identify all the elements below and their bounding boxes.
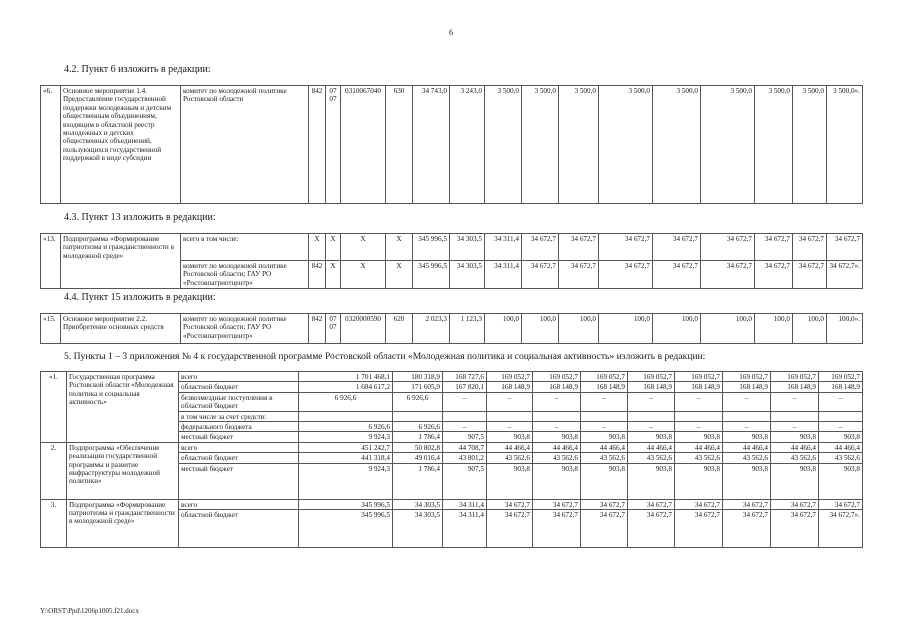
cell: – bbox=[628, 392, 675, 411]
cell: 43 562,6 bbox=[581, 453, 628, 463]
cell: – bbox=[628, 422, 675, 432]
cell: 169 052,7 bbox=[581, 372, 628, 382]
cell: 34 311,4 bbox=[485, 260, 522, 288]
cell: «13. bbox=[41, 234, 61, 261]
cell: X bbox=[341, 234, 386, 261]
cell: 903,8 bbox=[533, 463, 581, 499]
cell: 34 672,7 bbox=[522, 260, 559, 288]
cell: в том числе за счет средств: bbox=[179, 411, 299, 421]
table-row bbox=[41, 372, 863, 382]
cell: 43 562,6 bbox=[771, 453, 819, 463]
cell: 100,0 bbox=[522, 314, 559, 344]
cell: 169 052,7 bbox=[487, 372, 533, 382]
cell: областной бюджет bbox=[179, 453, 299, 463]
cell: 34 672,7 bbox=[675, 510, 723, 548]
cell bbox=[393, 411, 443, 421]
cell bbox=[443, 411, 487, 421]
cell: 34 672,7 bbox=[827, 234, 863, 261]
cell: 6 926,6 bbox=[299, 392, 393, 411]
cell: 34 672,7 bbox=[653, 234, 701, 261]
cell: 43 562,6 bbox=[723, 453, 771, 463]
cell: Основное мероприятие 1.4. Предоставление государственной поддержки молодежным и детским общественным объединениям, входящим в областной реестр молодежных и детских общественных объединений, пользующихся государственной поддержкой в виде субсидии bbox=[61, 86, 181, 204]
cell: 0707 bbox=[326, 86, 341, 204]
cell bbox=[628, 411, 675, 421]
cell: 34 672,7 bbox=[599, 260, 653, 288]
cell: комитет по молодежной политике Ростовской области; ГАУ РО «Ростовпатриотцентр» bbox=[181, 314, 309, 344]
cell: комитет по молодежной политике Ростовской области bbox=[181, 86, 309, 204]
cell: «1. bbox=[41, 372, 67, 382]
cell bbox=[675, 411, 723, 421]
table-row bbox=[41, 86, 863, 204]
cell: 100,0 bbox=[485, 314, 522, 344]
cell: 9 924,3 bbox=[299, 432, 393, 442]
cell: 34 672,7 bbox=[533, 510, 581, 548]
table-item-15 bbox=[40, 313, 863, 344]
cell: 168 148,9 bbox=[723, 382, 771, 392]
cell: 345 996,5 bbox=[413, 234, 450, 261]
cell: Основное мероприятие 2.2. Приобретение основных средств bbox=[61, 314, 181, 344]
cell: 34 672,7 bbox=[793, 260, 827, 288]
cell: 44 466,4 bbox=[819, 442, 863, 452]
cell: 903,8 bbox=[581, 463, 628, 499]
cell: 3 500,0 bbox=[559, 86, 599, 204]
cell: 168 727,6 bbox=[443, 372, 487, 382]
cell: 451 242,7 bbox=[299, 442, 393, 452]
cell: 34 672,7 bbox=[559, 234, 599, 261]
cell: 168 148,9 bbox=[581, 382, 628, 392]
table-item-6 bbox=[40, 85, 863, 204]
cell: 169 052,7 bbox=[771, 372, 819, 382]
cell: 903,8 bbox=[723, 463, 771, 499]
cell: местный бюджет bbox=[179, 463, 299, 499]
table-row bbox=[41, 234, 863, 261]
cell: 49 016,4 bbox=[393, 453, 443, 463]
cell: 44 466,4 bbox=[533, 442, 581, 452]
cell: – bbox=[675, 392, 723, 411]
cell: 3 500,0 bbox=[599, 86, 653, 204]
cell: 9 924,3 bbox=[299, 463, 393, 499]
cell: 44 708,7 bbox=[443, 442, 487, 452]
cell: 34 672,7 bbox=[755, 234, 793, 261]
cell: 441 318,4 bbox=[299, 453, 393, 463]
cell: 1 786,4 bbox=[393, 432, 443, 442]
cell: 167 820,1 bbox=[443, 382, 487, 392]
cell: 43 562,6 bbox=[628, 453, 675, 463]
cell: – bbox=[443, 392, 487, 411]
cell bbox=[771, 411, 819, 421]
cell: 34 672,7 bbox=[581, 510, 628, 548]
cell: 1 684 617,2 bbox=[299, 382, 393, 392]
cell: 100,0 bbox=[653, 314, 701, 344]
cell bbox=[61, 260, 181, 288]
cell: 903,8 bbox=[675, 463, 723, 499]
cell: «6. bbox=[41, 86, 61, 204]
cell: 44 466,4 bbox=[771, 442, 819, 452]
cell bbox=[723, 411, 771, 421]
cell: 34 303,5 bbox=[393, 499, 443, 509]
cell: 345 996,5 bbox=[299, 510, 393, 548]
cell: 43 562,6 bbox=[533, 453, 581, 463]
cell: 34 672,7 bbox=[628, 510, 675, 548]
cell: 34 303,5 bbox=[450, 260, 485, 288]
cell: 842 bbox=[309, 260, 326, 288]
cell: 0320000590 bbox=[341, 314, 386, 344]
cell: 43 562,6 bbox=[487, 453, 533, 463]
cell: 3 500,0 bbox=[701, 86, 755, 204]
cell bbox=[487, 411, 533, 421]
cell: 34 672,7 bbox=[522, 234, 559, 261]
cell: 2. bbox=[41, 442, 67, 499]
cell: 168 148,9 bbox=[819, 382, 863, 392]
heading-4-4: 4.4. Пункт 15 изложить в редакции: bbox=[64, 292, 216, 303]
cell: 6 926,6 bbox=[393, 392, 443, 411]
cell: X bbox=[386, 234, 413, 261]
cell: – bbox=[487, 392, 533, 411]
cell: 168 148,9 bbox=[675, 382, 723, 392]
cell: 34 672,7 bbox=[559, 260, 599, 288]
cell bbox=[41, 422, 67, 432]
cell: 34 672,7 bbox=[675, 499, 723, 509]
cell: 34 672,7 bbox=[487, 499, 533, 509]
cell: безвозмездные поступления в областной бюджет bbox=[179, 392, 299, 411]
cell: 907,5 bbox=[443, 463, 487, 499]
cell: 34 672,7 bbox=[599, 234, 653, 261]
cell: 34 672,7 bbox=[581, 499, 628, 509]
cell: всего bbox=[179, 499, 299, 509]
cell: – bbox=[771, 422, 819, 432]
cell: – bbox=[771, 392, 819, 411]
cell: 100,0 bbox=[755, 314, 793, 344]
cell: местный бюджет bbox=[179, 432, 299, 442]
cell: 903,8 bbox=[533, 432, 581, 442]
cell: 3. bbox=[41, 499, 67, 547]
cell bbox=[819, 411, 863, 421]
cell: областной бюджет bbox=[179, 382, 299, 392]
cell: Подпрограмма «Формирование патриотизма и гражданственности в молодежной среде» bbox=[61, 234, 181, 261]
cell: 3 500,0 bbox=[755, 86, 793, 204]
cell: 34 672,7». bbox=[819, 510, 863, 548]
cell: 44 466,4 bbox=[628, 442, 675, 452]
cell: 100,0 bbox=[701, 314, 755, 344]
cell: X bbox=[386, 260, 413, 288]
cell: 168 148,9 bbox=[628, 382, 675, 392]
cell: 34 672,7 bbox=[755, 260, 793, 288]
cell bbox=[581, 411, 628, 421]
cell: 6 926,6 bbox=[393, 422, 443, 432]
cell bbox=[299, 411, 393, 421]
cell: 34 672,7 bbox=[701, 260, 755, 288]
cell bbox=[533, 411, 581, 421]
cell: 903,8 bbox=[723, 432, 771, 442]
cell: 903,8 bbox=[771, 432, 819, 442]
cell: 34 311,4 bbox=[485, 234, 522, 261]
cell: – bbox=[723, 392, 771, 411]
cell: 171 605,9 bbox=[393, 382, 443, 392]
cell: 903,8 bbox=[487, 463, 533, 499]
cell: Государственная программа Ростовской области «Молодежная политика и социальная активность» bbox=[67, 372, 179, 443]
cell: 100,0 bbox=[793, 314, 827, 344]
cell: 44 466,4 bbox=[675, 442, 723, 452]
cell: федерального бюджета bbox=[179, 422, 299, 432]
cell: – bbox=[723, 422, 771, 432]
table-row bbox=[41, 442, 863, 452]
cell: 903,8 bbox=[487, 432, 533, 442]
cell: 169 052,7 bbox=[533, 372, 581, 382]
cell: 34 672,7 bbox=[723, 499, 771, 509]
cell: 44 466,4 bbox=[487, 442, 533, 452]
cell: 903,8 bbox=[819, 432, 863, 442]
cell: 168 148,9 bbox=[487, 382, 533, 392]
cell: 168 148,9 bbox=[533, 382, 581, 392]
cell: 903,8 bbox=[819, 463, 863, 499]
cell: 34 672,7 bbox=[533, 499, 581, 509]
cell: областной бюджет bbox=[179, 510, 299, 548]
cell: – bbox=[819, 392, 863, 411]
cell: 34 672,7 bbox=[771, 510, 819, 548]
cell: 44 466,4 bbox=[723, 442, 771, 452]
cell: 34 672,7 bbox=[723, 510, 771, 548]
cell: 3 243,0 bbox=[450, 86, 485, 204]
heading-4-3: 4.3. Пункт 13 изложить в редакции: bbox=[64, 212, 216, 223]
cell: 169 052,7 bbox=[723, 372, 771, 382]
cell: – bbox=[487, 422, 533, 432]
cell: Подпрограмма «Обеспечение реализации государственной программы и развитие инфраструктуры молодежной политики» bbox=[67, 442, 179, 499]
cell: 620 bbox=[386, 314, 413, 344]
page-number: 6 bbox=[449, 28, 453, 37]
cell: 34 303,5 bbox=[393, 510, 443, 548]
table-row bbox=[41, 314, 863, 344]
cell: Подпрограмма «Формирование патриотизма и гражданственности в молодежной среде» bbox=[67, 499, 179, 547]
cell: 903,8 bbox=[675, 432, 723, 442]
cell: 34 672,7». bbox=[827, 260, 863, 288]
cell: – bbox=[675, 422, 723, 432]
cell bbox=[41, 382, 67, 392]
cell: 34 303,5 bbox=[450, 234, 485, 261]
cell: 44 466,4 bbox=[581, 442, 628, 452]
cell: – bbox=[581, 422, 628, 432]
cell: 100,0 bbox=[559, 314, 599, 344]
cell: комитет по молодежной политике Ростовской области; ГАУ РО «Ростовпатриотцентр» bbox=[181, 260, 309, 288]
cell: 903,8 bbox=[628, 463, 675, 499]
cell: 34 743,0 bbox=[413, 86, 450, 204]
cell: 34 672,7 bbox=[771, 499, 819, 509]
cell bbox=[41, 392, 67, 411]
cell: – bbox=[819, 422, 863, 432]
cell: всего в том числе: bbox=[181, 234, 309, 261]
cell: 169 052,7 bbox=[628, 372, 675, 382]
cell: X bbox=[309, 234, 326, 261]
cell: 100,0 bbox=[599, 314, 653, 344]
cell: 903,8 bbox=[771, 463, 819, 499]
cell: 345 996,5 bbox=[413, 260, 450, 288]
cell: 842 bbox=[309, 86, 326, 204]
cell: 34 311,4 bbox=[443, 499, 487, 509]
cell: всего bbox=[179, 372, 299, 382]
cell: 345 996,5 bbox=[299, 499, 393, 509]
cell: X bbox=[326, 260, 341, 288]
cell: – bbox=[581, 392, 628, 411]
heading-4-2: 4.2. Пункт 6 изложить в редакции: bbox=[64, 64, 211, 75]
cell: 0707 bbox=[326, 314, 341, 344]
cell: 630 bbox=[386, 86, 413, 204]
table-row bbox=[41, 499, 863, 509]
cell: 2 023,3 bbox=[413, 314, 450, 344]
cell: 34 672,7 bbox=[487, 510, 533, 548]
cell: 100,0». bbox=[827, 314, 863, 344]
cell: 0310067040 bbox=[341, 86, 386, 204]
cell: 34 672,7 bbox=[628, 499, 675, 509]
cell: 3 500,0 bbox=[522, 86, 559, 204]
cell: 43 562,6 bbox=[819, 453, 863, 463]
footer-file-path: Y:\ORST\Ppd\1206p1005.f21.docx bbox=[40, 607, 139, 615]
cell: 903,8 bbox=[581, 432, 628, 442]
cell: – bbox=[443, 422, 487, 432]
cell: 34 672,7 bbox=[701, 234, 755, 261]
cell: 34 672,7 bbox=[793, 234, 827, 261]
cell: 3 500,0 bbox=[653, 86, 701, 204]
cell: всего bbox=[179, 442, 299, 452]
cell: 842 bbox=[309, 314, 326, 344]
table-item-13 bbox=[40, 233, 863, 289]
cell: 169 052,7 bbox=[675, 372, 723, 382]
cell: 180 318,9 bbox=[393, 372, 443, 382]
cell: 34 311,4 bbox=[443, 510, 487, 548]
cell: 6 926,6 bbox=[299, 422, 393, 432]
cell bbox=[41, 260, 61, 288]
cell: 34 672,7 bbox=[653, 260, 701, 288]
cell: 907,5 bbox=[443, 432, 487, 442]
table-appendix-4 bbox=[40, 371, 863, 548]
cell: 43 562,6 bbox=[675, 453, 723, 463]
cell: 50 802,8 bbox=[393, 442, 443, 452]
cell: 168 148,9 bbox=[771, 382, 819, 392]
cell: 903,8 bbox=[628, 432, 675, 442]
cell: 3 500,0 bbox=[485, 86, 522, 204]
table-row bbox=[41, 260, 863, 288]
cell: 1 786,4 bbox=[393, 463, 443, 499]
cell: 34 672,7 bbox=[819, 499, 863, 509]
cell: 43 801,2 bbox=[443, 453, 487, 463]
cell: 1 123,3 bbox=[450, 314, 485, 344]
cell: 3 500,0 bbox=[793, 86, 827, 204]
heading-5: 5. Пункты 1 – 3 приложения № 4 к государственной программе Ростовской области «Молодежная политика и социальная активность» изложить в редакции: bbox=[64, 351, 706, 362]
cell: – bbox=[533, 392, 581, 411]
cell bbox=[41, 411, 67, 421]
cell: «15. bbox=[41, 314, 61, 344]
cell: 3 500,0». bbox=[827, 86, 863, 204]
cell: 1 701 468,1 bbox=[299, 372, 393, 382]
cell: 169 052,7 bbox=[819, 372, 863, 382]
cell: X bbox=[326, 234, 341, 261]
cell: X bbox=[341, 260, 386, 288]
cell bbox=[41, 432, 67, 442]
cell: – bbox=[533, 422, 581, 432]
